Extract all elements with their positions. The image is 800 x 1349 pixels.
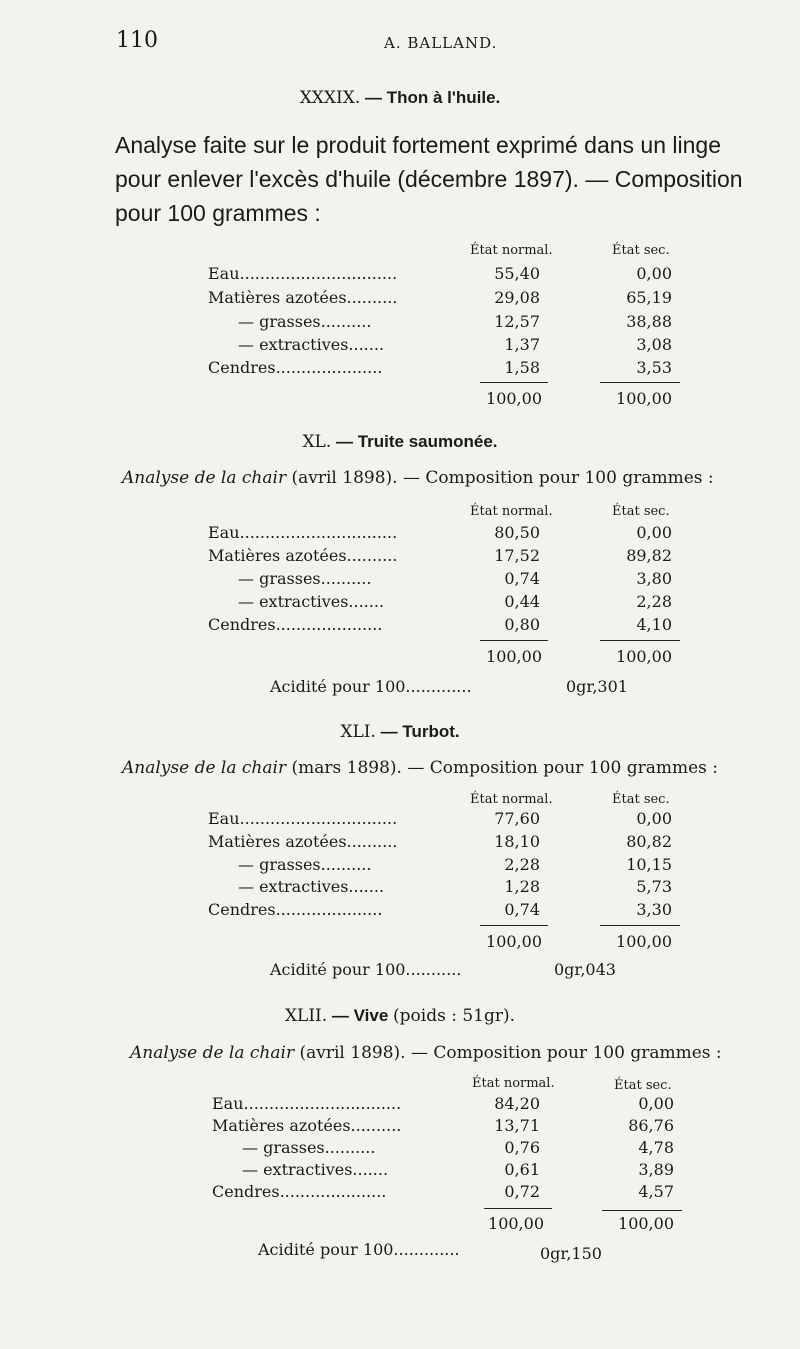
sum-rule [484,1208,552,1209]
col-header-normal: État normal. [472,1076,555,1091]
section-description: Analyse de la chair (avril 1898). — Composition pour 100 grammes : [122,468,714,488]
acidity-label: Acidité pour 100........... [270,960,462,979]
section-name: Truite saumonée. [357,432,498,451]
total-row: 100,00 100,00 [488,1214,674,1233]
table-row: — extractives....... 1,37 3,08 [238,335,672,354]
col-header-sec: État sec. [612,504,670,519]
section-title-xxxix: XXXIX. — Thon à l'huile. [299,88,501,108]
col-header-sec: État sec. [612,243,670,258]
table-row: — extractives....... 0,61 3,89 [242,1160,674,1179]
table-row: — grasses.......... 0,76 4,78 [242,1138,674,1157]
sum-rule [600,640,680,641]
table-row: — grasses.......... 0,74 3,80 [238,569,672,588]
sum-rule [602,1210,682,1211]
col-header-normal: État normal. [470,792,553,807]
page-number: 110 [116,28,158,53]
running-header-author: A. BALLAND. [384,34,498,52]
section-description: Analyse de la chair (avril 1898). — Composition pour 100 grammes : [130,1043,722,1063]
sum-rule [480,382,548,383]
sum-rule [480,925,548,926]
section-title-xl: XL. — Truite saumonée. [302,432,498,452]
section-intro: Analyse faite sur le produit fortement exprimé dans un linge pour enlever l'excès d'huile (décembre 1897). — Composition pour 100 grammes : [115,132,743,226]
section-name: Thon à l'huile. [386,88,501,107]
section-name: Turbot. [402,722,460,741]
table-row: Eau............................... 80,50 0,00 [208,523,672,542]
table-row: — extractives....... 0,44 2,28 [238,592,672,611]
section-roman: XLII. [284,1006,328,1026]
section-name: Vive [353,1006,389,1025]
sum-rule [600,382,680,383]
table-row: Matières azotées.......... 17,52 89,82 [208,546,672,565]
table-row: Matières azotées.......... 29,08 65,19 [208,288,672,307]
table-row: — grasses.......... 12,57 38,88 [238,312,672,331]
total-row: 100,00 100,00 [486,389,672,408]
table-row: Eau............................... 55,40 0,00 [208,264,672,283]
acidity-label: Acidité pour 100............. [270,677,472,696]
section-roman: XL. [302,432,332,452]
table-row: Cendres..................... 0,80 4,10 [208,615,672,634]
col-header-normal: État normal. [470,243,553,258]
col-header-sec: État sec. [614,1078,672,1093]
acidity-label: Acidité pour 100............. [258,1240,460,1259]
table-row: Cendres..................... 0,72 4,57 [212,1182,674,1201]
table-row: Matières azotées.......... 13,71 86,76 [212,1116,674,1135]
sum-rule [600,925,680,926]
table-row: Cendres..................... 1,58 3,53 [208,358,672,377]
section-roman: XXXIX. [299,88,361,108]
table-row: Eau............................... 77,60 0,00 [208,809,672,828]
table-row: Matières azotées.......... 18,10 80,82 [208,832,672,851]
section-title-xli: XLI. — Turbot. [340,722,460,742]
acidity-value: 0gr,043 [554,960,616,979]
section-description: Analyse de la chair (mars 1898). — Composition pour 100 grammes : [122,758,718,778]
acidity-value: 0gr,301 [566,677,628,696]
acidity-value: 0gr,150 [540,1244,602,1263]
table-row: Eau............................... 84,20 0,00 [212,1094,674,1113]
table-row: — grasses.......... 2,28 10,15 [238,855,672,874]
table-row: — extractives....... 1,28 5,73 [238,877,672,896]
col-header-sec: État sec. [612,792,670,807]
total-row: 100,00 100,00 [486,647,672,666]
section-weight: (poids : 51gr). [393,1006,516,1026]
sum-rule [480,640,548,641]
table-row: Cendres..................... 0,74 3,30 [208,900,672,919]
total-row: 100,00 100,00 [486,932,672,951]
section-title-xlii: XLII. — Vive (poids : 51gr). [284,1006,516,1026]
section-roman: XLI. [340,722,376,742]
col-header-normal: État normal. [470,504,553,519]
